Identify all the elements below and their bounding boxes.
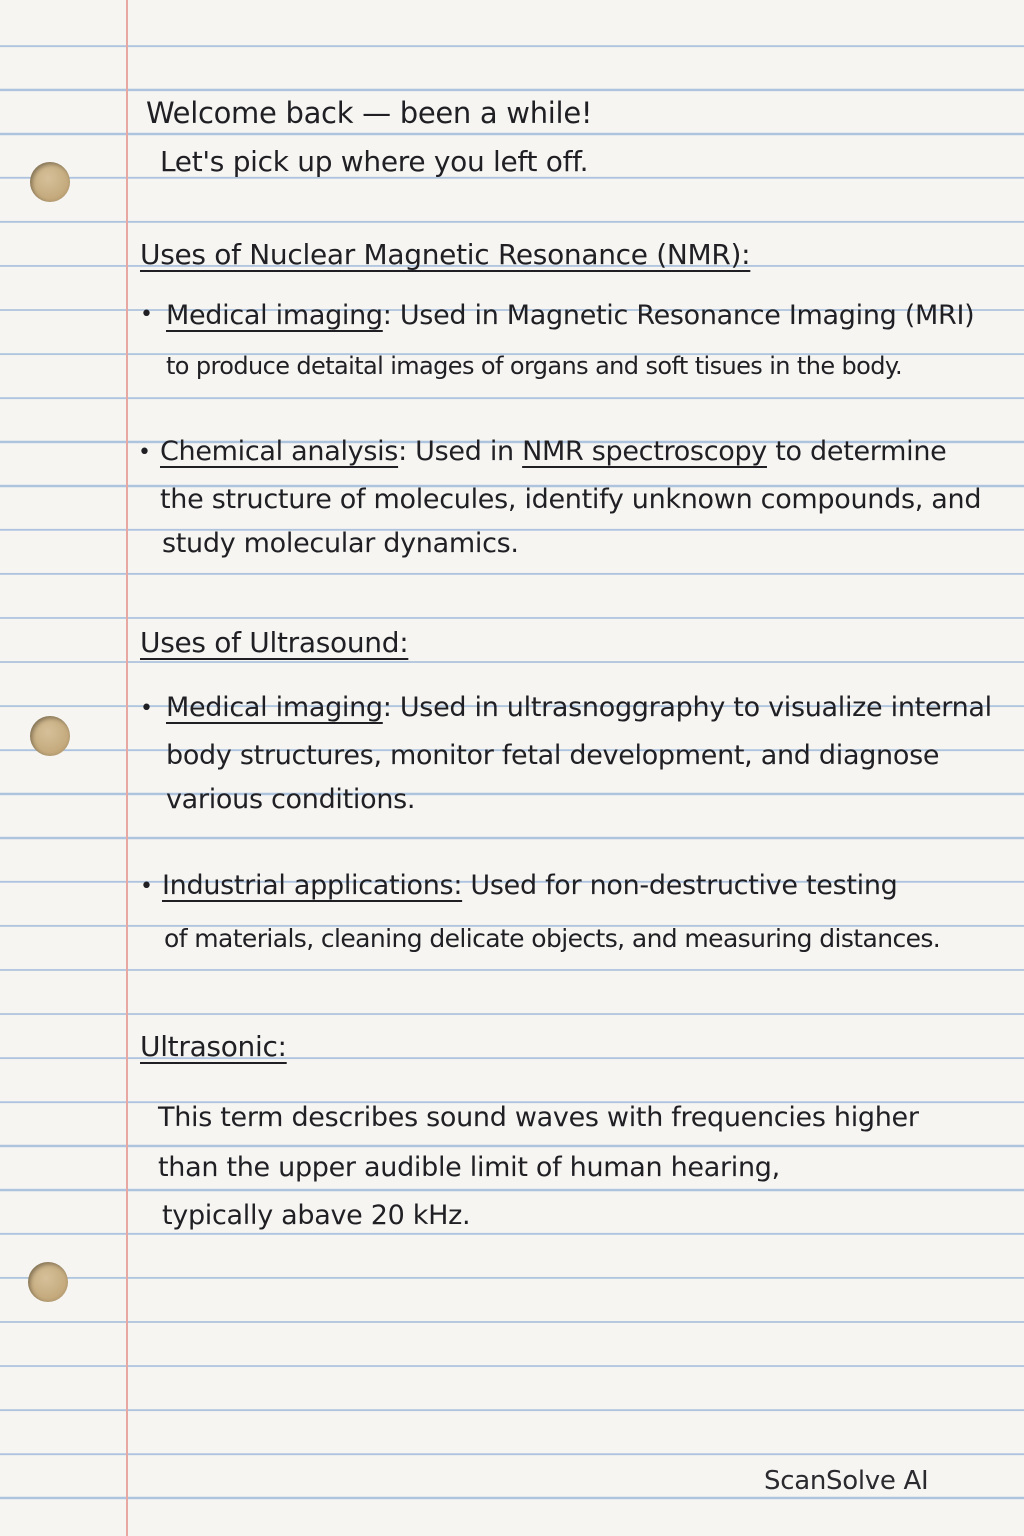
ultrasound-item-1-line-2: body structures, monitor fetal development, and diagnose [166,740,940,771]
bullet: • [140,302,153,327]
nmr-item-1-line-1 [166,300,974,331]
nmr-item-2-text: : Used in [398,436,523,467]
bullet: • [140,874,153,899]
ultrasound-item-1-text: : Used in ultrasnoggraphy to visualize internal [382,692,992,723]
ultrasound-item-1-line-3: various conditions. [166,784,416,815]
ultrasonic-line-1: This term describes sound waves with frequencies higher [158,1102,919,1133]
binder-hole [30,716,70,756]
nmr-item-1-text: : Used in Magnetic Resonance Imaging (MRI) [382,300,975,331]
bullet: • [140,696,153,721]
ultrasonic-heading: Ultrasonic: [140,1030,287,1063]
binder-hole [28,1262,68,1302]
nmr-item-2-line-2: the structure of molecules, identify unknown compounds, and [160,484,982,515]
nmr-item-1-term: Medical imaging [166,300,383,331]
ultrasound-item-2-text: Used for non-destructive testing [462,870,898,901]
nmr-item-1-line-2: to produce detaital images of organs and soft tisues in the body. [166,352,903,380]
bullet: • [138,440,151,465]
nmr-heading: Uses of Nuclear Magnetic Resonance (NMR): [140,238,751,271]
binder-hole [30,162,70,202]
ultrasound-item-2-term: Industrial applications: [162,870,463,901]
ultrasound-heading: Uses of Ultrasound: [140,626,409,659]
brand-label: ScanSolve AI [764,1466,929,1496]
nmr-spectroscopy-link: NMR spectroscopy [522,436,767,467]
nmr-item-2-term: Chemical analysis [160,436,399,467]
ultrasonic-line-2: than the upper audible limit of human hearing, [158,1152,780,1183]
ultrasound-item-2-line-2: of materials, cleaning delicate objects, and measuring distances. [164,924,941,953]
ultrasound-item-1-line-1 [166,692,992,723]
ultrasound-item-2-line-1 [162,870,898,901]
nmr-item-2-text-rest: to determine [766,436,947,467]
margin-line [126,0,128,1536]
ultrasound-item-1-term: Medical imaging [166,692,383,723]
ultrasonic-line-3: typically abave 20 kHz. [162,1200,471,1231]
greeting-line-2: Let's pick up where you left off. [160,145,589,178]
nmr-item-2-line-3: study molecular dynamics. [162,528,519,559]
greeting-line-1: Welcome back — been a while! [146,96,593,130]
nmr-item-2-line-1 [160,436,946,467]
